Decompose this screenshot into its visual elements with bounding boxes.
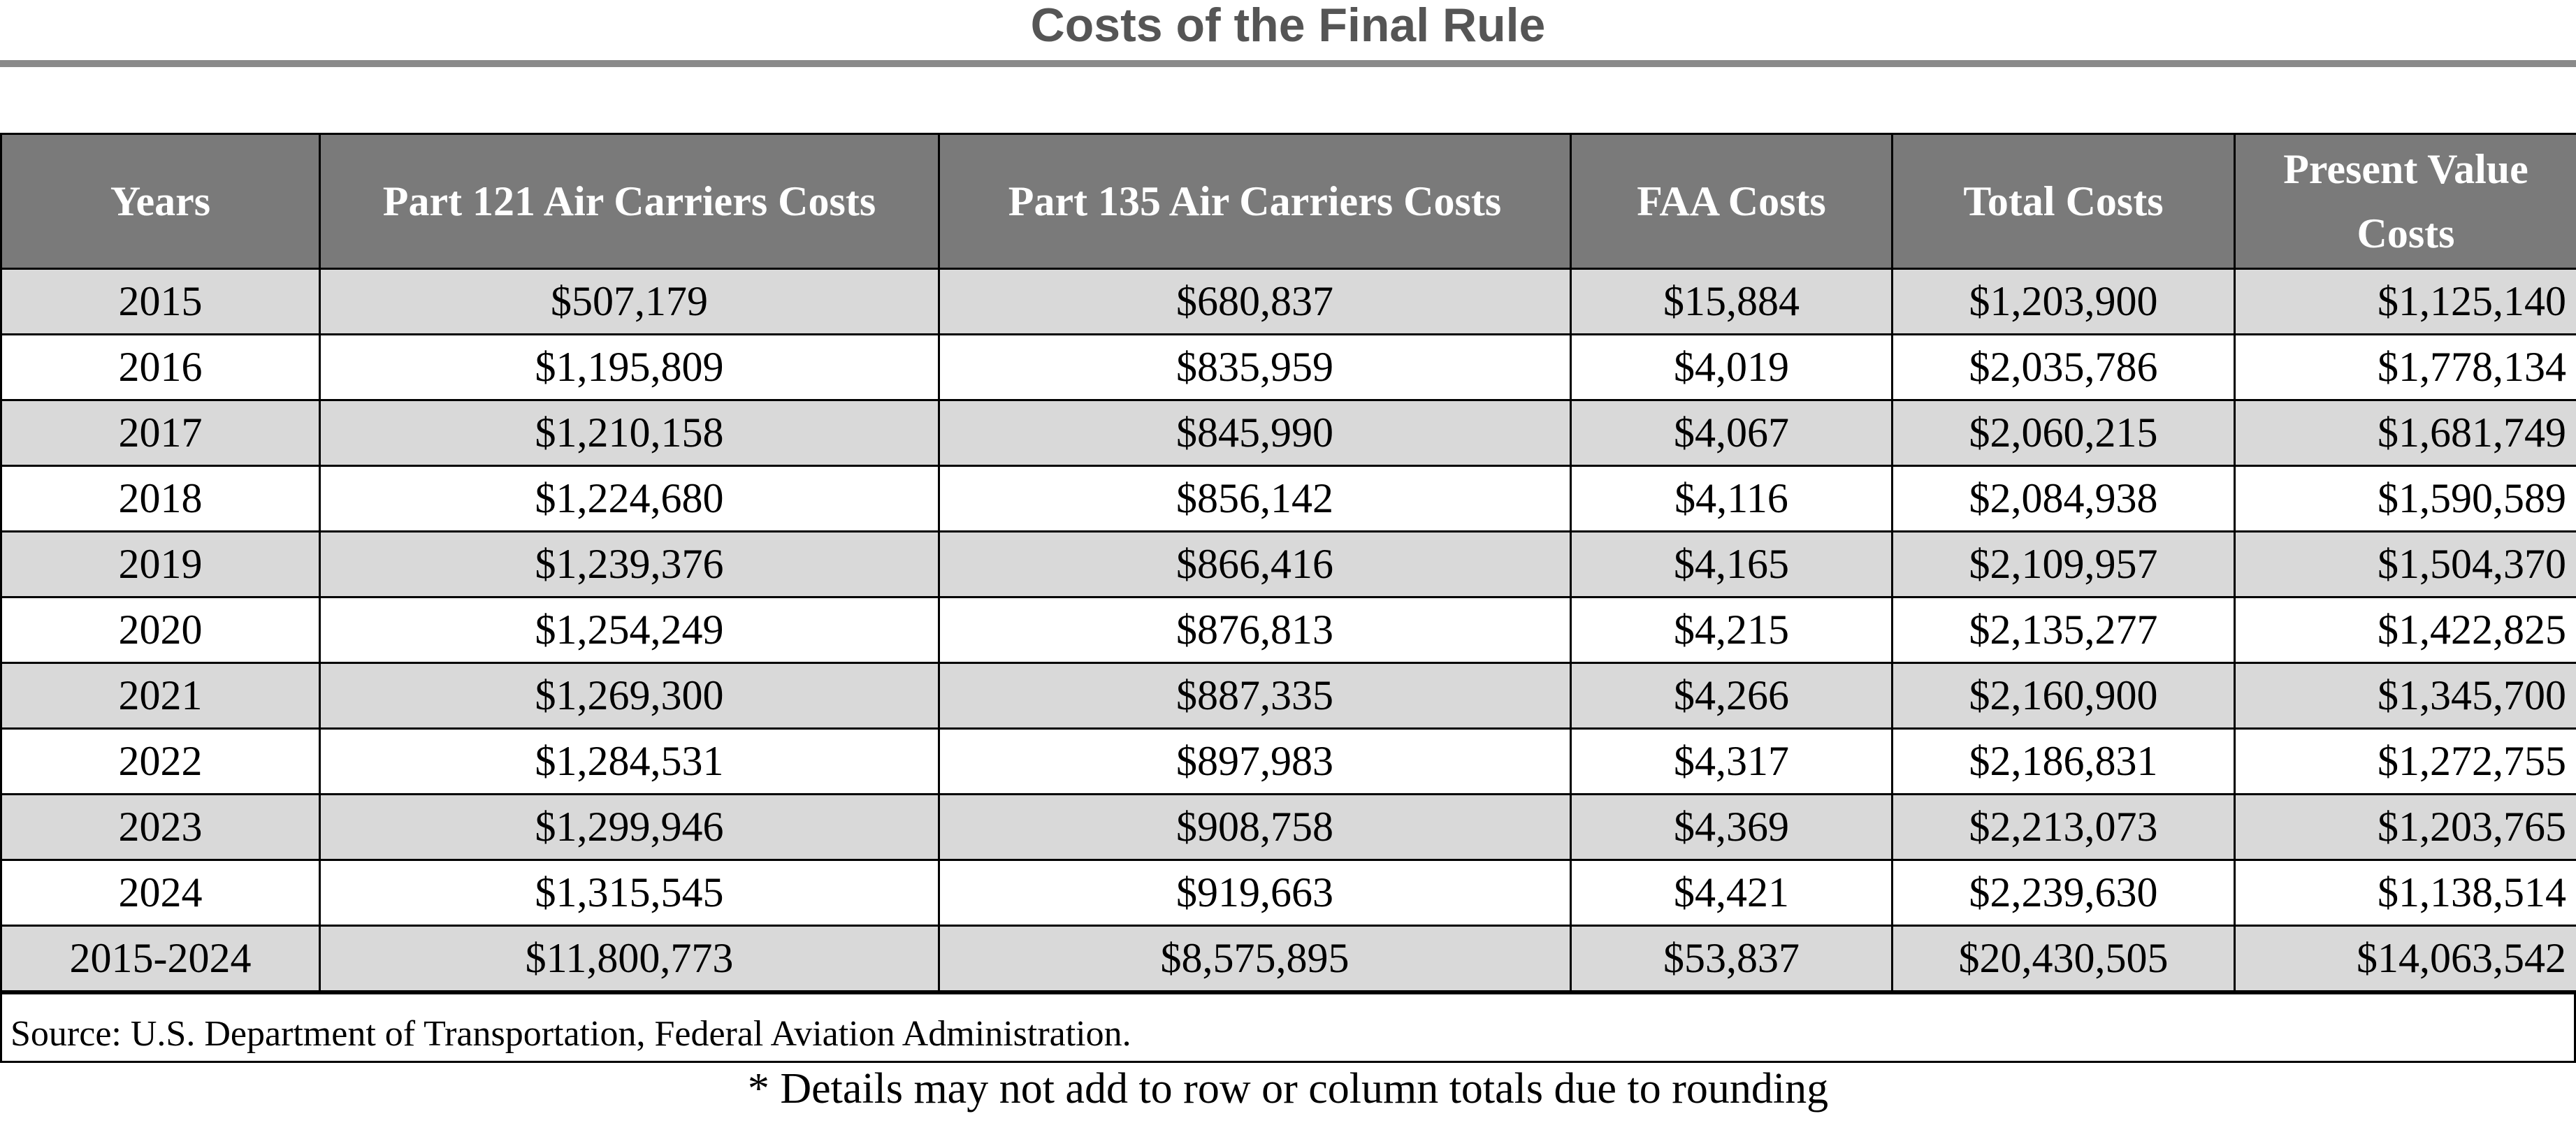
cell-part135: $866,416 [939,532,1571,597]
table-row [1,400,2576,466]
cell-faa: $4,116 [1571,466,1893,532]
source-note: Source: U.S. Department of Transportation, Federal Aviation Administration. [10,1014,1131,1054]
source-box [0,992,2576,1063]
table-row [1,597,2576,663]
cell-total: $1,203,900 [1893,269,2235,335]
cell-part121: $1,299,946 [320,795,939,860]
cell-present-value: $1,422,825 [2235,597,2576,663]
cell-total-years: 2015-2024 [1,926,320,993]
cell-year: 2022 [1,729,320,795]
cell-total: $2,213,073 [1893,795,2235,860]
cell-part121: $1,239,376 [320,532,939,597]
cell-faa: $4,165 [1571,532,1893,597]
table-row [1,663,2576,729]
cell-year: 2021 [1,663,320,729]
cell-year: 2020 [1,597,320,663]
table-title: Costs of the Final Rule [1030,0,1546,52]
table-header-row [1,134,2576,269]
cell-faa: $4,067 [1571,400,1893,466]
cell-faa: $4,421 [1571,860,1893,926]
cell-total-faa: $53,837 [1571,926,1893,993]
cell-part135: $887,335 [939,663,1571,729]
cell-total: $2,035,786 [1893,335,2235,400]
table-row [1,269,2576,335]
cell-faa: $4,369 [1571,795,1893,860]
cell-year: 2017 [1,400,320,466]
cell-part135: $908,758 [939,795,1571,860]
cell-part121: $1,254,249 [320,597,939,663]
header-total-costs: Total Costs [1893,134,2235,269]
cell-part135: $845,990 [939,400,1571,466]
table-row [1,335,2576,400]
table-row [1,466,2576,532]
table-row [1,532,2576,597]
cell-part135: $680,837 [939,269,1571,335]
cell-total-part121: $11,800,773 [320,926,939,993]
header-years: Years [1,134,320,269]
cell-present-value: $1,203,765 [2235,795,2576,860]
header-part121-costs: Part 121 Air Carriers Costs [320,134,939,269]
rounding-footnote: * Details may not add to row or column totals due to rounding [747,1065,1829,1113]
cell-total: $2,135,277 [1893,597,2235,663]
cell-present-value: $1,345,700 [2235,663,2576,729]
cell-total: $2,239,630 [1893,860,2235,926]
cell-present-value: $1,504,370 [2235,532,2576,597]
cell-part121: $1,224,680 [320,466,939,532]
cell-year: 2015 [1,269,320,335]
cell-part121: $507,179 [320,269,939,335]
costs-table [0,133,2576,994]
cell-present-value: $1,681,749 [2235,400,2576,466]
cell-present-value: $1,778,134 [2235,335,2576,400]
cell-part121: $1,195,809 [320,335,939,400]
table-row [1,860,2576,926]
cell-part135: $835,959 [939,335,1571,400]
cell-year: 2024 [1,860,320,926]
cell-part121: $1,210,158 [320,400,939,466]
cell-year: 2016 [1,335,320,400]
cell-present-value: $1,138,514 [2235,860,2576,926]
cell-year: 2023 [1,795,320,860]
cell-part121: $1,284,531 [320,729,939,795]
title-divider [0,60,2576,67]
cell-part135: $897,983 [939,729,1571,795]
table-row [1,795,2576,860]
cell-total: $2,109,957 [1893,532,2235,597]
header-part135-costs: Part 135 Air Carriers Costs [939,134,1571,269]
cell-year: 2019 [1,532,320,597]
table-row [1,729,2576,795]
cell-faa: $4,019 [1571,335,1893,400]
header-present-value-costs: Present Value Costs [2235,134,2576,269]
cell-part121: $1,315,545 [320,860,939,926]
cell-part121: $1,269,300 [320,663,939,729]
cell-present-value: $1,272,755 [2235,729,2576,795]
cell-total-present-value: $14,063,542 [2235,926,2576,993]
cell-present-value: $1,590,589 [2235,466,2576,532]
cell-total: $2,084,938 [1893,466,2235,532]
header-faa-costs: FAA Costs [1571,134,1893,269]
cell-year: 2018 [1,466,320,532]
cell-part135: $856,142 [939,466,1571,532]
cell-faa: $15,884 [1571,269,1893,335]
cell-part135: $876,813 [939,597,1571,663]
cell-total: $2,186,831 [1893,729,2235,795]
cell-total-part135: $8,575,895 [939,926,1571,993]
cell-total: $2,160,900 [1893,663,2235,729]
cell-part135: $919,663 [939,860,1571,926]
cell-total-total: $20,430,505 [1893,926,2235,993]
cell-total: $2,060,215 [1893,400,2235,466]
cell-faa: $4,215 [1571,597,1893,663]
cell-faa: $4,317 [1571,729,1893,795]
cell-present-value: $1,125,140 [2235,269,2576,335]
cell-faa: $4,266 [1571,663,1893,729]
total-row [1,926,2576,993]
